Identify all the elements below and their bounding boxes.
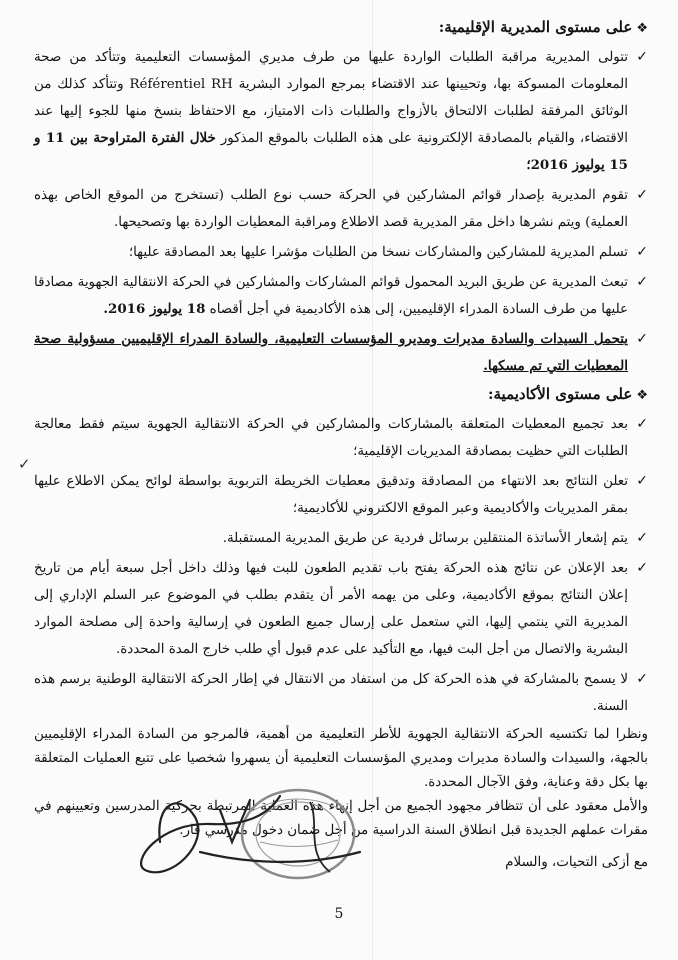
list-item [34, 269, 648, 323]
handwritten-signature [141, 796, 360, 872]
item-text: تبعث المديرية عن طريق البريد المحمول قوائم المشاركات والمشاركين في الحركة الانتقالية الجهوية مصادقا عليها من طرف السادة المدراء الإقليميين، إلى هذه الأكاديمية في أجل أقصاه [34, 275, 628, 317]
list-item [34, 525, 648, 552]
stamp-inner-ring [256, 802, 340, 866]
item-text: تتولى المديرية مراقبة الطلبات الواردة عليها من طرف مديري المؤسسات التعليمية وتتأكد من صحة المعلومات المسوكة بها، وتحيينها عند الاقتضاء بمرجع الموارد البشرية Référentiel RH وتتأكد كذلك من الوثائق المرفقة لطلبات الالتحاق بالأزواج والطلبات ذات الامتياز، مع الاحتفاظ بنسخ منها للجوء إليها عند الاقتضاء، والقيام بالمصادقة الإلكترونية على هذه الطلبات بالموقع المذكور [34, 50, 628, 146]
stamp-inner-line [260, 840, 338, 847]
checkmark-icon: ✓ [636, 416, 648, 432]
section-heading-regional [34, 16, 648, 40]
diamond-bullet-icon: ❖ [636, 21, 648, 36]
checkmark-icon: ✓ [636, 473, 648, 489]
item-bold-text: خلال الفترة المتراوحة بين 11 و 15 يوليوز 2016؛ [34, 130, 628, 173]
salutation: مع أزكى التحيات، والسلام [505, 855, 648, 870]
list-item [34, 555, 648, 663]
item-bold-text: 18 يوليوز 2016. [103, 301, 206, 317]
checkmark-icon: ✓ [636, 274, 648, 290]
checkmark-icon: ✓ [636, 187, 648, 203]
checkmark-icon: ✓ [636, 560, 648, 576]
diamond-bullet-icon: ❖ [636, 388, 648, 403]
list-item [34, 182, 648, 236]
list-item-responsibility [34, 326, 648, 380]
margin-check-mark: ✓ [18, 455, 31, 473]
item-text: يتم إشعار الأساتذة المنتقلين برسائل فردية عن طريق المديرية المستقبلة. [222, 531, 628, 546]
item-text: تعلن النتائج بعد الانتهاء من المصادقة وتدقيق معطيات الخريطة التربوية بواسطة لوائح يمكن الاطلاع عليها بمقر المديريات والأكاديمية وعبر الموقع الالكتروني للأكاديمية؛ [34, 474, 628, 516]
list-item [34, 44, 648, 179]
closing-paragraph: والأمل معقود على أن تتظافر مجهود الجميع من أجل إنهاء هذه العملية المرتبطة بحركية المدرسين وتعيينهم في مقرات عملهم الجديدة قبل انطلاق السنة الدراسية من أجل ضمان دخول مدرسي قار. [34, 799, 648, 838]
item-text: بعد الإعلان عن نتائج هذه الحركة يفتح باب تقديم الطعون للبت فيها وذلك داخل أجل سبعة أيام من تاريخ إعلان النتائج بموقع الأكاديمية، وعلى من يهمه الأمر أن يتقدم بطلب في الموضوع عبر السلم الإداري إلى المديرية التي ينتمي إليها، التي ستعمل على إرسال جميع الطعون في إرسالية واحدة إلى مصلحة الموارد البشرية والاتصال من أجل البت فيها، مع التأكيد على عدم قبول أي طلب خارج المدة المحددة. [34, 561, 628, 657]
closing-paragraph: ونظرا لما تكتسيه الحركة الانتقالية الجهوية للأطر التعليمية من أهمية، فالمرجو من السادة المدراء الإقليميين بالجهة، والسيدات والسادة مديرات ومديري المؤسسات التعليمية أن يسهروا شخصيا على تتبع العمليات المتعلقة بها بكل دقة وعناية، وفق الآجال المحددة. [34, 727, 648, 790]
section-title: على مستوى المديرية الإقليمية: [438, 18, 633, 36]
list-item [34, 666, 648, 720]
stamp-arc-text-line [250, 799, 346, 812]
checkmark-icon: ✓ [636, 244, 648, 260]
page-number: 5 [334, 906, 344, 922]
item-text: تسلم المديرية للمشاركين والمشاركات نسخا من الطلبات مؤشرا عليها بعد المصادقة عليها؛ [128, 245, 628, 260]
responsibility-text: يتحمل السيدات والسادة مديرات ومديرو المؤسسات التعليمية، والسادة المدراء الإقليميين مسؤولية صحة المعطيات التي تم مسكها. [34, 331, 628, 374]
stamp-outer-ring [242, 790, 354, 878]
checkmark-icon: ✓ [636, 671, 648, 687]
stamp-signature-image [100, 782, 390, 894]
list-item [34, 411, 648, 465]
item-text: تقوم المديرية بإصدار قوائم المشاركين في الحركة حسب نوع الطلب (تستخرج من الموقع الخاص بهذه العملية) ويتم نشرها داخل مقر المديرية قصد الاطلاع ومراقبة المعطيات الواردة بها وتصحيحها. [34, 188, 628, 230]
item-text: بعد تجميع المعطيات المتعلقة بالمشاركات والمشاركين في الحركة الانتقالية الجهوية سيتم فقط معالجة الطلبات التي حظيت بمصادقة المديريات الإقليمية؛ [34, 417, 628, 459]
checkmark-icon: ✓ [636, 530, 648, 546]
list-item [34, 239, 648, 266]
list-item [34, 468, 648, 522]
checkmark-icon: ✓ [636, 49, 648, 65]
item-text: لا يسمح بالمشاركة في هذه الحركة كل من استفاد من الانتقال في إطار الحركة الانتقالية الوطنية برسم هذه السنة. [34, 672, 628, 714]
section-title: على مستوى الأكاديمية: [487, 385, 633, 403]
checkmark-icon: ✓ [636, 331, 648, 347]
section-heading-academy [34, 383, 648, 407]
